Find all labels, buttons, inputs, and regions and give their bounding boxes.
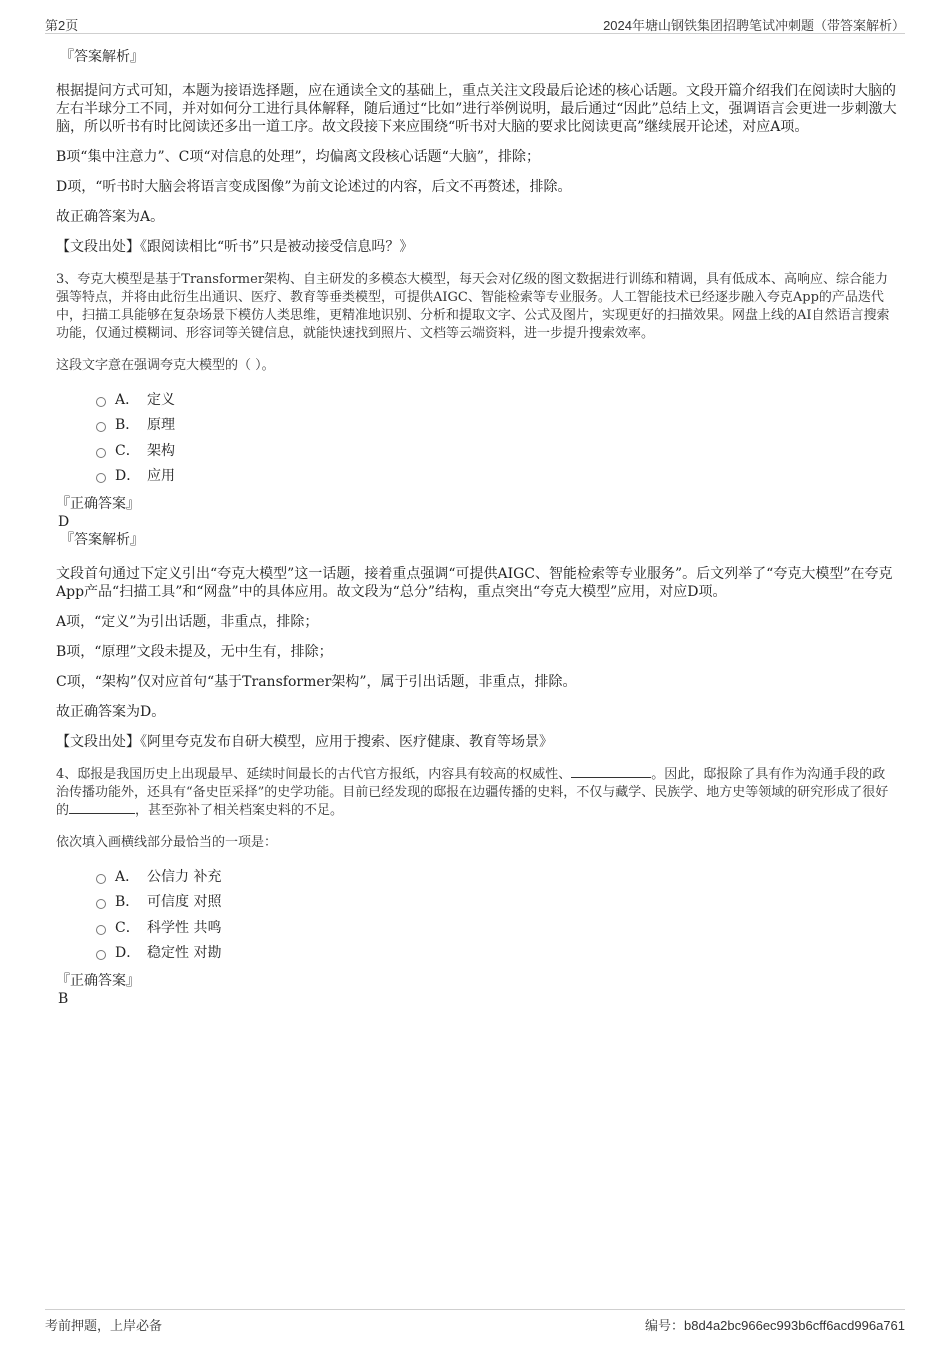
radio-icon[interactable] xyxy=(96,448,106,458)
analysis-paragraph: B项“集中注意力”、C项“对信息的处理”，均偏离文段核心话题“大脑”，排除； xyxy=(56,149,540,165)
radio-icon[interactable] xyxy=(96,874,106,884)
analysis-paragraph: D项，“听书时大脑会将语言变成图像”为前文论述过的内容，后文不再赘述，排除。 xyxy=(56,179,572,195)
option-a[interactable]: A． 公信力 补充 xyxy=(96,864,898,890)
page-number: 第2页 xyxy=(45,18,79,33)
option-d[interactable]: D． 应用 xyxy=(96,464,898,490)
document-title: 2024年塘山钢铁集团招聘笔试冲刺题（带答案解析） xyxy=(603,18,905,33)
radio-icon[interactable] xyxy=(96,899,106,909)
analysis-label: 『答案解析』 xyxy=(60,532,144,548)
question-3-text: 3、夸克大模型是基于Transformer架构、自主研发的多模态大模型，每天会对亿级的图文数据进行训练和精调，具有低成本、高响应、综合能力强等特点，并将由此衍生出通识、医疗、教育等垂类模型，可提供AIGC、智能检索等专业服务。人工智能技术已经逐步融入夸克App的产品迭代中，扫描工具能够在复杂场景下模仿人类思维，更精准地识别、分析和提取文字、公式及图片，实现更好的扫描效果。网盘上线的AI自然语言搜索功能，仅通过模糊词、形容词等关键信息，就能快速找到照片、文档等云端资料，进一步提升搜索效率。 xyxy=(56,272,890,341)
radio-icon[interactable] xyxy=(96,925,106,935)
radio-icon[interactable] xyxy=(96,422,106,432)
analysis-label: 『答案解析』 xyxy=(60,49,144,65)
correct-answer-label: 『正确答案』 xyxy=(56,973,140,989)
footer-slogan: 考前押题，上岸必备 xyxy=(45,1318,163,1333)
answer-conclusion: 故正确答案为D。 xyxy=(56,704,166,720)
correct-answer-label: 『正确答案』 xyxy=(56,496,140,512)
question-4-prompt: 依次填入画横线部分最恰当的一项是： xyxy=(56,835,278,850)
option-a[interactable]: A． 定义 xyxy=(96,387,898,413)
document-code: 编号：b8d4a2bc966ec993b6cff6acd996a761 xyxy=(645,1318,905,1333)
radio-icon[interactable] xyxy=(96,950,106,960)
analysis-paragraph: 文段首句通过下定义引出“夸克大模型”这一话题，接着重点强调“可提供AIGC、智能检索等专业服务”。后文列举了“夸克大模型”在夸克App产品“扫描工具”和“网盘”中的具体应用。故文段为“总分”结构，重点突出“夸克大模型”应用，对应D项。 xyxy=(56,566,893,600)
analysis-paragraph: A项，“定义”为引出话题，非重点，排除； xyxy=(56,614,319,630)
analysis-paragraph: B项，“原理”文段未提及，无中生有，排除； xyxy=(56,644,333,660)
correct-answer: B xyxy=(58,991,69,1007)
option-d[interactable]: D． 稳定性 对勘 xyxy=(96,941,898,967)
correct-answer: D xyxy=(58,514,70,530)
option-c[interactable]: C． 架构 xyxy=(96,438,898,464)
option-c[interactable]: C． 科学性 共鸣 xyxy=(96,915,898,941)
page-footer xyxy=(45,1309,905,1337)
fill-blank-1 xyxy=(571,766,651,778)
passage-source: 【文段出处】《跟阅读相比“听书”只是被动接受信息吗？》 xyxy=(56,239,414,255)
question-4-text: 4、邸报是我国历史上出现最早、延续时间最长的古代官方报纸，内容具有较高的权威性、 。因此，邸报除了具有作为沟通手段的政治传播功能外，还具有“备史臣采择”的史学功能。目前已经发现的邸报在边疆传播的史料，不仅与藏学、民族学、地方史等领域的研究形成了很好的 ，甚至弥补了相关档案史料的不足。 xyxy=(56,767,889,818)
radio-icon[interactable] xyxy=(96,473,106,483)
radio-icon[interactable] xyxy=(96,397,106,407)
page-header xyxy=(45,12,905,34)
analysis-paragraph: 根据提问方式可知，本题为接语选择题，应在通读全文的基础上，重点关注文段最后论述的核心话题。文段开篇介绍我们在阅读时大脑的左右半球分工不同，并对如何分工进行具体解释，随后通过“比如”进行举例说明，最后通过“因此”总结上文，强调语言会更进一步刺激大脑，所以听书有时比阅读还多出一道工序。故文段接下来应围绕“听书对大脑的要求比阅读更高”继续展开论述，对应A项。 xyxy=(56,83,897,135)
question-3-prompt: 这段文字意在强调夸克大模型的（ ）。 xyxy=(56,358,275,373)
question-4-options xyxy=(96,864,898,966)
page-content xyxy=(56,48,898,1008)
analysis-paragraph: C项，“架构”仅对应首句“基于Transformer架构”，属于引出话题，非重点，排除。 xyxy=(56,674,577,690)
question-3-options xyxy=(96,387,898,489)
passage-source: 【文段出处】《阿里夸克发布自研大模型，应用于搜索、医疗健康、教育等场景》 xyxy=(56,734,553,750)
option-b[interactable]: B． 原理 xyxy=(96,413,898,439)
answer-conclusion: 故正确答案为A。 xyxy=(56,209,165,225)
option-b[interactable]: B． 可信度 对照 xyxy=(96,890,898,916)
fill-blank-2 xyxy=(69,802,135,814)
